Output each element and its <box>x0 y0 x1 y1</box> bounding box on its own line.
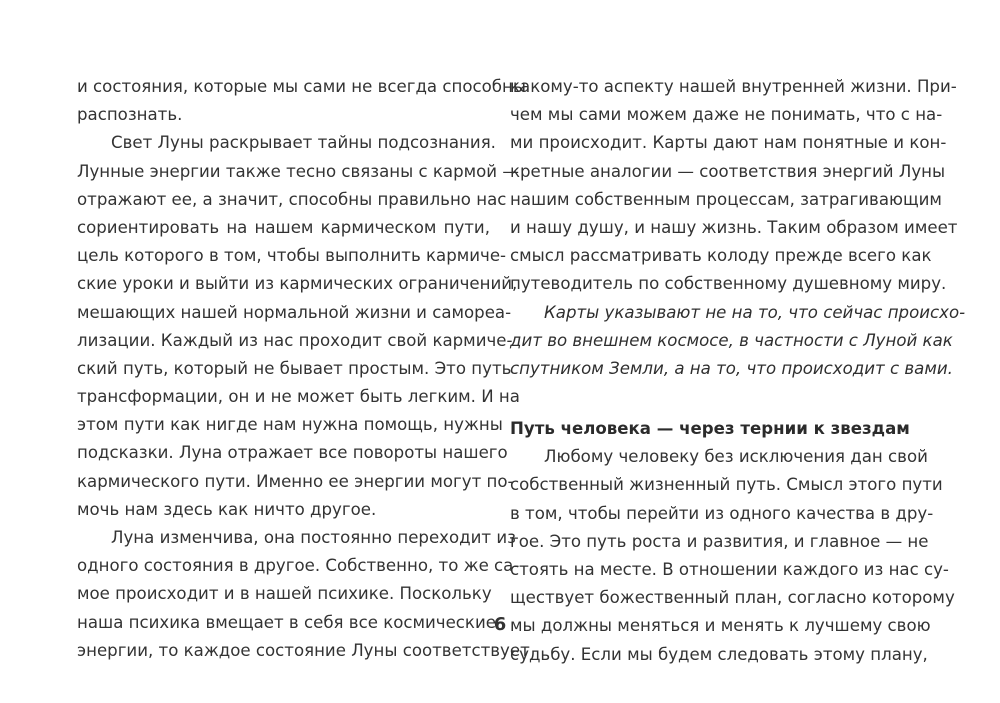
right-column <box>510 73 966 669</box>
text-line: чем мы сами можем даже не понимать, что с на- <box>510 105 943 125</box>
text-line: сориентировать на нашем кармическом пути, <box>77 217 490 237</box>
text-line: этом пути как нигде нам нужна помощь, нужны <box>77 415 503 435</box>
text-line: мешающих нашей нормальной жизни и самореа- <box>77 302 512 322</box>
text-line: и нашу душу, и нашу жизнь. Таким образом имеет <box>510 217 958 237</box>
text-line: Луна изменчива, она постоянно переходит из <box>111 528 516 547</box>
text-line: ми происходит. Карты дают нам понятные и кон- <box>510 133 947 153</box>
paragraph <box>510 73 958 299</box>
text-line: подсказки. Луна отражает все повороты нашего <box>77 443 508 463</box>
paragraph <box>77 524 530 665</box>
text-line: лизации. Каждый из нас проходит свой кармиче- <box>77 330 513 350</box>
text-line: распознать. <box>77 105 183 125</box>
text-line: Любому человеку без исключения дан свой <box>544 447 928 467</box>
section-heading: Путь человека — через тернии к звездам <box>510 419 910 439</box>
text-line: спутником Земли, а на то, что происходит с вами. <box>510 358 953 378</box>
paragraph <box>77 73 526 129</box>
text-line: мое происходит и в нашей психике. Поскольку <box>77 584 492 604</box>
text-line: стоять на месте. В отношении каждого из нас су- <box>510 560 949 579</box>
text-line: собственный жизненный путь. Смысл этого пути <box>510 475 943 495</box>
text-line: мочь нам здесь как ничто другое. <box>77 499 377 519</box>
text-line: Карты указывают не на то, что сейчас происхо- <box>544 302 966 322</box>
text-line: Лунные энергии также тесно связаны с кармой — <box>77 161 519 181</box>
text-line: ские уроки и выйти из кармических ограничений, <box>77 274 518 294</box>
text-line: цель которого в том, чтобы выполнить кармиче- <box>77 246 507 266</box>
text-line: Свет Луны раскрывает тайны подсознания. <box>111 133 496 153</box>
text-line: дит во внешнем космосе, в частности с Луной как <box>510 330 953 350</box>
text-line: какому-то аспекту нашей внутренней жизни. При- <box>510 77 957 96</box>
text-line: наша психика вмещает в себя все космические <box>77 612 496 632</box>
text-line: ществует божественный план, согласно которому <box>510 588 955 608</box>
text-line: мы должны меняться и менять к лучшему свою <box>510 616 931 636</box>
text-line: нашим собственным процессам, затрагивающим <box>510 189 942 209</box>
page-number: 6 <box>493 614 507 635</box>
paragraph <box>77 129 520 524</box>
text-line: в том, чтобы перейти из одного качества в дру- <box>510 503 934 523</box>
left-column <box>77 73 530 665</box>
text-line: ский путь, который не бывает простым. Это путь <box>77 358 512 378</box>
text-line: судьбу. Если мы будем следовать этому плану, <box>510 644 928 664</box>
text-line: отражают ее, а значит, способны правильно нас <box>77 189 507 209</box>
text-line: энергии, то каждое состояние Луны соответствует <box>77 640 530 660</box>
text-line: смысл рассматривать колоду прежде всего как <box>510 246 932 266</box>
text-line: одного состояния в другое. Собственно, то же са- <box>77 556 520 576</box>
section-gap <box>510 383 923 415</box>
text-line: кретные аналогии — соответствия энергий Луны <box>510 161 946 181</box>
text-line: кармического пути. Именно ее энергии могут по- <box>77 471 514 491</box>
italic-callout <box>510 299 966 384</box>
text-line: путеводитель по собственному душевному миру. <box>510 274 947 294</box>
text-line: трансформации, он и не может быть легким. И на <box>77 387 520 407</box>
text-line: и состояния, которые мы сами не всегда способны <box>77 77 526 96</box>
text-line: гое. Это путь роста и развития, и главное — не <box>510 531 929 551</box>
